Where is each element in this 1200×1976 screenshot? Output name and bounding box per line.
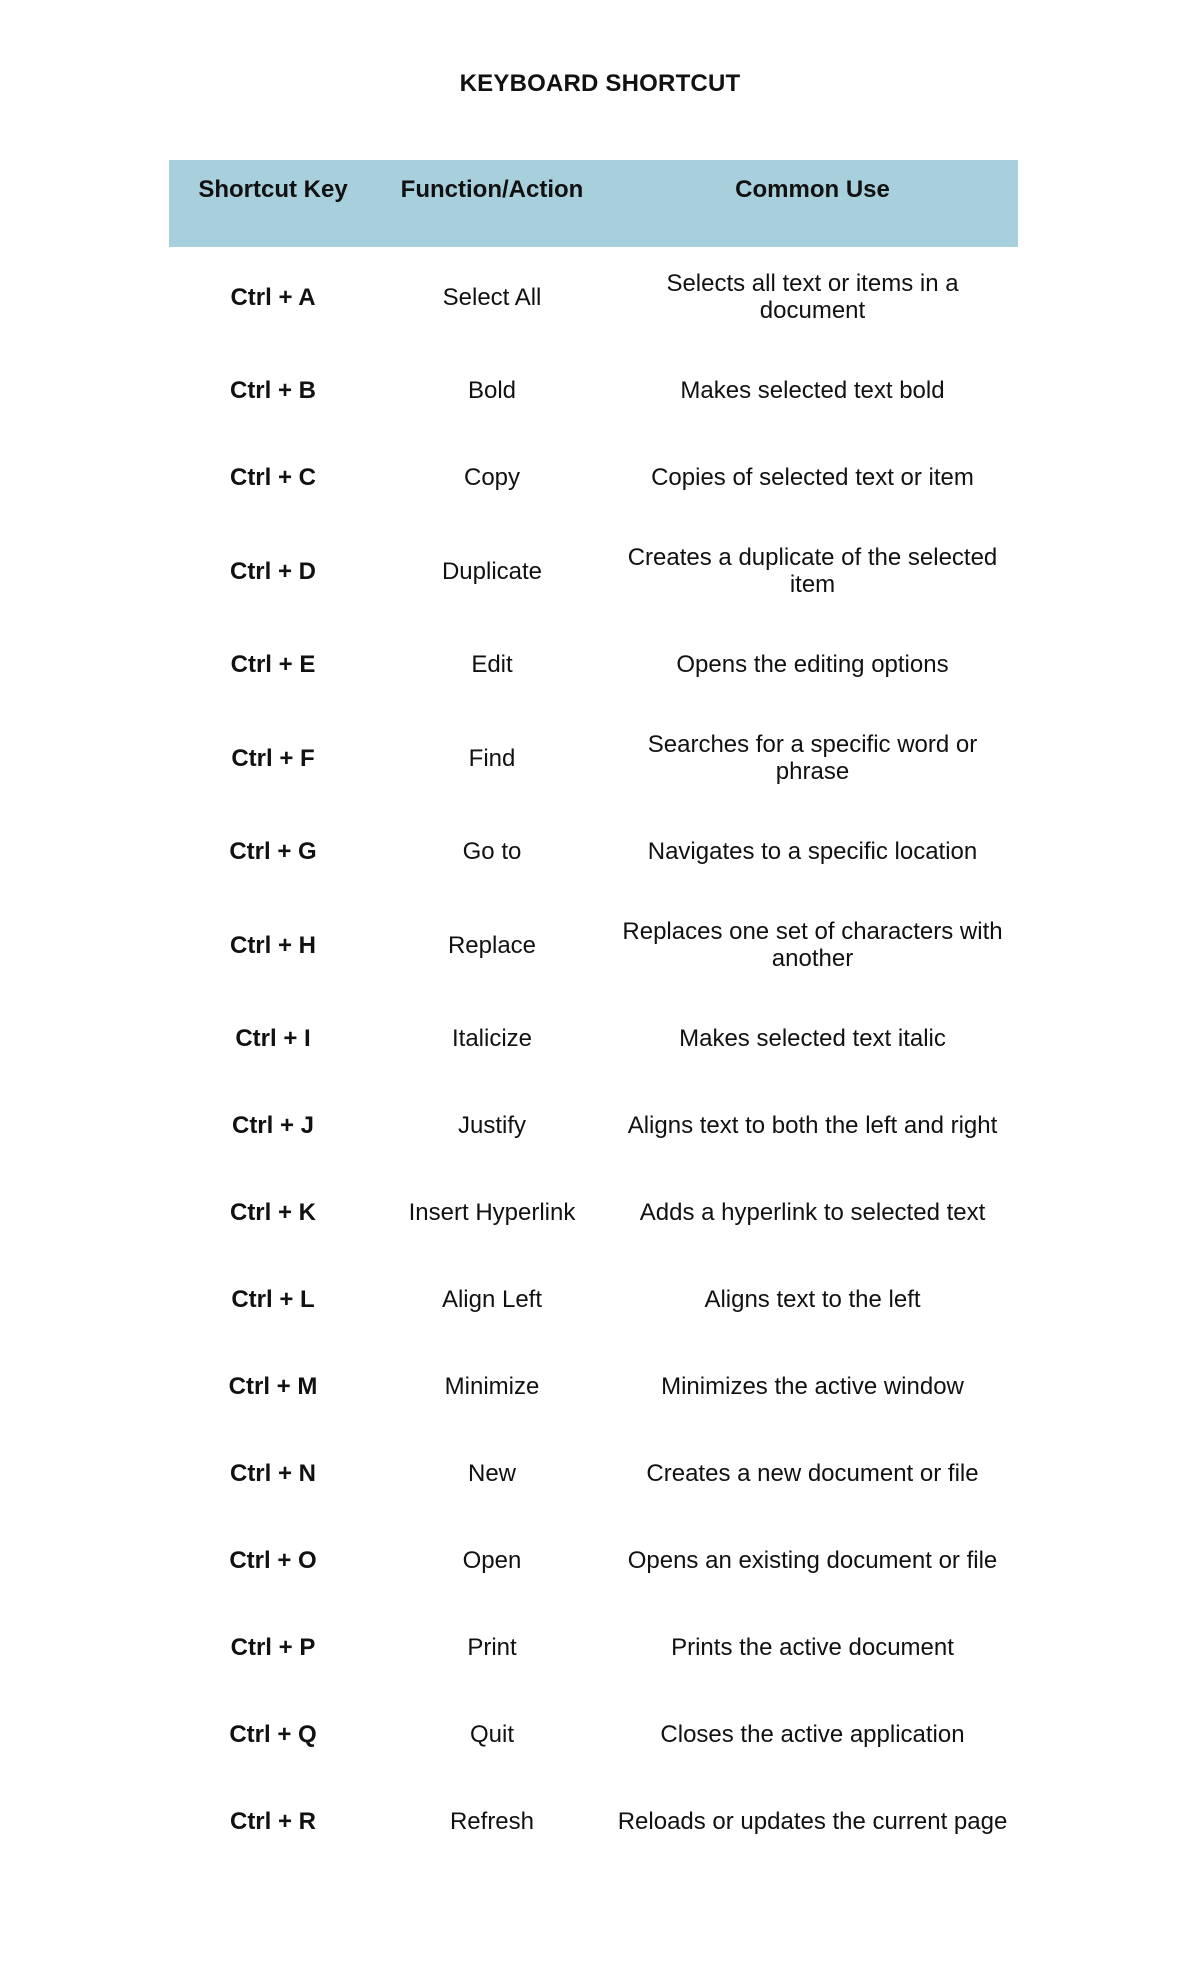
use-cell: Creates a new document or file (646, 1460, 979, 1487)
table-header-row (169, 160, 1018, 247)
action-cell: Justify (457, 1112, 526, 1139)
shortcut-key-cell: Ctrl + R (229, 1808, 316, 1835)
table-row (169, 434, 1018, 521)
action-cell: Copy (463, 464, 521, 491)
action-cell: Insert Hyperlink (408, 1199, 576, 1226)
use-cell: Prints the active document (671, 1634, 954, 1661)
use-cell: Searches for a specific word or phrase (647, 731, 978, 785)
table-row (169, 1778, 1018, 1865)
action-cell: Bold (467, 377, 517, 404)
shortcut-key-cell: Ctrl + M (228, 1373, 318, 1400)
shortcut-key-cell: Ctrl + D (229, 557, 316, 585)
action-cell: Minimize (444, 1373, 540, 1400)
table-row (169, 1256, 1018, 1343)
table-row (169, 995, 1018, 1082)
table-row (169, 1082, 1018, 1169)
header-function-action: Function/Action (400, 176, 584, 203)
use-cell: Selects all text or items in a document (666, 270, 959, 324)
table-row (169, 895, 1018, 995)
shortcut-key-cell: Ctrl + K (229, 1199, 316, 1226)
action-cell: Duplicate (441, 557, 543, 585)
use-cell: Aligns text to both the left and right (627, 1112, 998, 1139)
shortcut-key-cell: Ctrl + G (229, 838, 317, 865)
use-cell: Creates a duplicate of the selected item (627, 544, 998, 598)
use-cell: Closes the active application (660, 1721, 965, 1748)
table-row (169, 1430, 1018, 1517)
shortcut-key-cell: Ctrl + Q (229, 1721, 317, 1748)
use-cell: Opens an existing document or file (627, 1547, 998, 1574)
use-cell: Copies of selected text or item (651, 464, 974, 491)
shortcut-key-cell: Ctrl + E (230, 651, 316, 678)
table-row (169, 808, 1018, 895)
action-cell: Edit (471, 651, 513, 678)
shortcut-key-cell: Ctrl + O (229, 1547, 317, 1574)
table-row (169, 708, 1018, 808)
table-row (169, 347, 1018, 434)
shortcut-table (169, 160, 1018, 1865)
use-cell: Makes selected text italic (679, 1025, 946, 1052)
shortcut-key-cell: Ctrl + I (235, 1025, 311, 1052)
use-cell: Makes selected text bold (680, 377, 945, 404)
use-cell: Navigates to a specific location (647, 838, 978, 865)
action-cell: Refresh (449, 1808, 535, 1835)
action-cell: Open (462, 1547, 522, 1574)
action-cell: Print (467, 1634, 517, 1661)
action-cell: Find (468, 744, 516, 772)
action-cell: New (467, 1460, 516, 1487)
action-cell: Quit (469, 1721, 514, 1748)
shortcut-key-cell: Ctrl + C (229, 464, 316, 491)
shortcut-key-cell: Ctrl + N (229, 1460, 316, 1487)
use-cell: Opens the editing options (676, 651, 949, 678)
table-row (169, 1691, 1018, 1778)
action-cell: Replace (447, 931, 537, 959)
use-cell: Adds a hyperlink to selected text (639, 1199, 986, 1226)
use-cell: Aligns text to the left (704, 1286, 921, 1313)
table-row (169, 1604, 1018, 1691)
table-row (169, 1517, 1018, 1604)
action-cell: Select All (442, 283, 542, 311)
header-shortcut-key: Shortcut Key (198, 176, 348, 203)
use-cell: Minimizes the active window (661, 1373, 964, 1400)
use-cell: Reloads or updates the current page (617, 1808, 1008, 1835)
shortcut-key-cell: Ctrl + B (229, 377, 316, 404)
page-title: KEYBOARD SHORTCUT (459, 70, 741, 97)
shortcut-key-cell: Ctrl + A (230, 283, 316, 311)
shortcut-key-cell: Ctrl + J (231, 1112, 315, 1139)
shortcut-key-cell: Ctrl + L (231, 1286, 315, 1313)
table-row (169, 621, 1018, 708)
table-row (169, 1343, 1018, 1430)
table-row (169, 1169, 1018, 1256)
table-row (169, 247, 1018, 347)
shortcut-key-cell: Ctrl + H (229, 931, 316, 959)
action-cell: Go to (462, 838, 522, 865)
use-cell: Replaces one set of characters with another (622, 918, 1003, 972)
action-cell: Italicize (451, 1025, 533, 1052)
action-cell: Align Left (441, 1286, 543, 1313)
table-row (169, 521, 1018, 621)
shortcut-key-cell: Ctrl + F (231, 744, 315, 772)
header-common-use: Common Use (735, 176, 890, 203)
shortcut-key-cell: Ctrl + P (230, 1634, 316, 1661)
